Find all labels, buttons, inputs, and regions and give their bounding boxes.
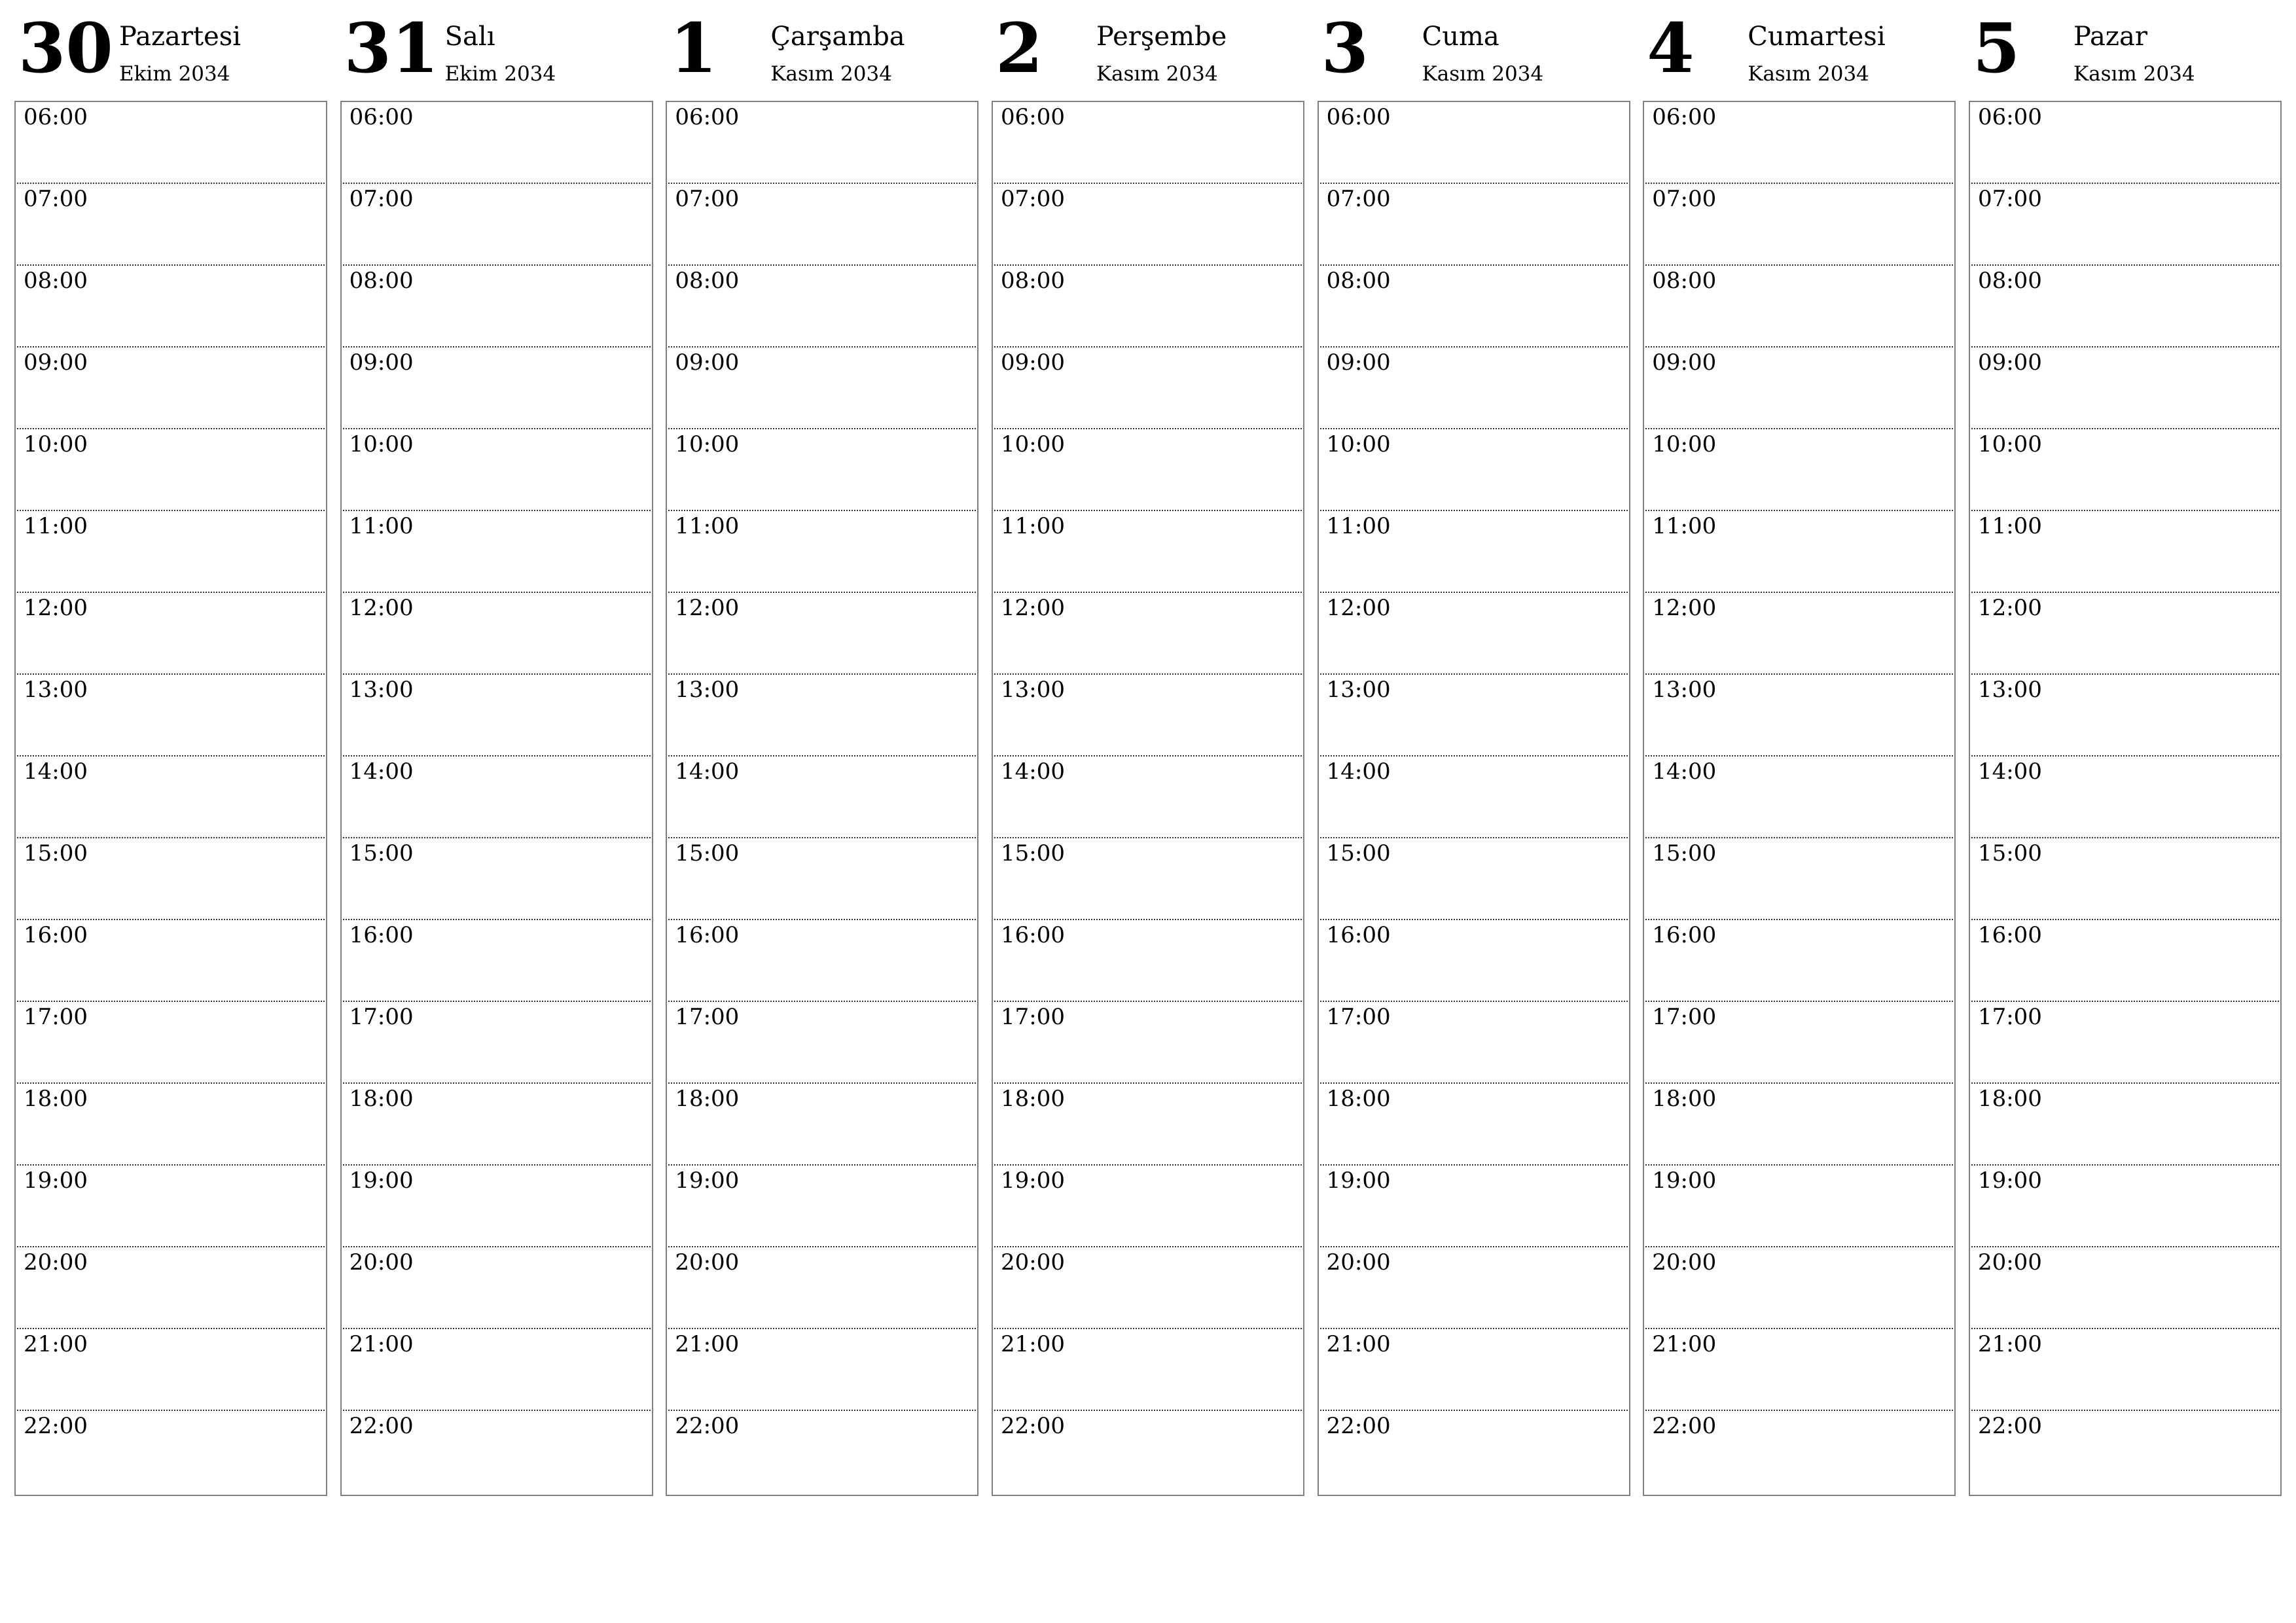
time-slot[interactable] [17,1411,325,1493]
time-slot-label: 17:00 [1326,1004,1391,1030]
time-slot[interactable] [343,1002,651,1084]
time-slot-label: 06:00 [1000,104,1065,130]
day-time-grid [992,101,1304,1496]
time-slot[interactable] [1971,511,2279,593]
day-month-year: Kasım 2034 [770,62,892,86]
time-slot-label: 07:00 [1000,186,1065,212]
time-slot[interactable] [1971,348,2279,429]
time-slot-label: 16:00 [1000,922,1065,948]
time-slot-label: 19:00 [1000,1168,1065,1194]
time-slot[interactable] [1320,102,1628,184]
day-name: Pazar [2073,22,2147,52]
time-slot-label: 22:00 [24,1413,88,1439]
time-slot-label: 09:00 [1977,349,2042,376]
time-slot-label: 21:00 [1000,1331,1065,1357]
day-column-3 [992,0,1304,1499]
time-slot-label: 17:00 [675,1004,740,1030]
time-slot-label: 16:00 [1326,922,1391,948]
time-slot[interactable] [994,1411,1302,1493]
time-slot[interactable] [994,838,1302,920]
time-slot-label: 08:00 [24,268,88,294]
time-slot-label: 17:00 [24,1004,88,1030]
time-slot-label: 19:00 [675,1168,740,1194]
time-slot-label: 20:00 [349,1249,414,1275]
time-slot[interactable] [1645,838,1953,920]
time-slot-label: 18:00 [1652,1086,1717,1112]
time-slot[interactable] [17,1329,325,1411]
time-slot[interactable] [668,1329,976,1411]
time-slot[interactable] [17,1166,325,1247]
time-slot[interactable] [1645,102,1953,184]
time-slot-label: 13:00 [1000,677,1065,703]
time-slot[interactable] [1320,920,1628,1002]
time-slot[interactable] [668,511,976,593]
time-slot[interactable] [343,675,651,757]
time-slot[interactable] [17,429,325,511]
time-slot-label: 14:00 [1652,758,1717,785]
time-slot-label: 18:00 [1326,1086,1391,1112]
time-slot-label: 10:00 [1977,431,2042,457]
time-slot[interactable] [994,184,1302,266]
time-slot[interactable] [1645,675,1953,757]
time-slot-label: 22:00 [1977,1413,2042,1439]
day-time-grid [1969,101,2282,1496]
day-number: 4 [1647,8,1695,88]
time-slot[interactable] [1971,757,2279,838]
time-slot[interactable] [668,1166,976,1247]
time-slot-label: 10:00 [24,431,88,457]
time-slot[interactable] [1971,1002,2279,1084]
time-slot[interactable] [1645,1166,1953,1247]
day-column-1 [340,0,653,1499]
time-slot[interactable] [343,429,651,511]
day-time-grid [666,101,978,1496]
time-slot[interactable] [1971,184,2279,266]
time-slot-label: 06:00 [1977,104,2042,130]
time-slot[interactable] [1320,348,1628,429]
time-slot[interactable] [17,838,325,920]
day-number: 3 [1321,8,1369,88]
time-slot[interactable] [343,1329,651,1411]
time-slot-label: 20:00 [1000,1249,1065,1275]
time-slot-label: 11:00 [1000,513,1065,539]
time-slot[interactable] [1645,1084,1953,1166]
time-slot-label: 07:00 [349,186,414,212]
time-slot-label: 19:00 [349,1168,414,1194]
time-slot-label: 20:00 [675,1249,740,1275]
time-slot-label: 06:00 [349,104,414,130]
time-slot-label: 06:00 [1326,104,1391,130]
time-slot-label: 21:00 [349,1331,414,1357]
weekly-planner [14,0,2282,1499]
day-header [340,0,653,98]
time-slot-label: 09:00 [1326,349,1391,376]
day-number: 31 [344,8,439,88]
time-slot-label: 12:00 [1326,595,1391,621]
time-slot[interactable] [1320,1084,1628,1166]
time-slot[interactable] [668,184,976,266]
time-slot-label: 21:00 [1977,1331,2042,1357]
time-slot-label: 15:00 [1652,840,1717,866]
time-slot[interactable] [668,675,976,757]
time-slot-label: 08:00 [349,268,414,294]
time-slot[interactable] [17,920,325,1002]
time-slot-label: 22:00 [1652,1413,1717,1439]
time-slot[interactable] [343,1166,651,1247]
time-slot[interactable] [17,511,325,593]
time-slot-label: 16:00 [1652,922,1717,948]
day-header [1318,0,1630,98]
time-slot[interactable] [17,348,325,429]
time-slot-label: 14:00 [349,758,414,785]
time-slot-label: 07:00 [1652,186,1717,212]
time-slot[interactable] [1320,1166,1628,1247]
day-header [1643,0,1956,98]
time-slot[interactable] [1971,593,2279,675]
time-slot-label: 16:00 [24,922,88,948]
time-slot-label: 21:00 [1326,1331,1391,1357]
time-slot[interactable] [1320,1411,1628,1493]
time-slot[interactable] [1971,838,2279,920]
time-slot[interactable] [17,675,325,757]
time-slot[interactable] [1971,1166,2279,1247]
time-slot-label: 19:00 [1977,1168,2042,1194]
day-month-year: Kasım 2034 [1096,62,1218,86]
time-slot-label: 06:00 [675,104,740,130]
time-slot[interactable] [343,348,651,429]
time-slot[interactable] [17,1247,325,1329]
day-time-grid [1643,101,1956,1496]
time-slot[interactable] [343,1411,651,1493]
time-slot-label: 22:00 [349,1413,414,1439]
time-slot[interactable] [994,429,1302,511]
time-slot-label: 09:00 [675,349,740,376]
time-slot-label: 15:00 [1000,840,1065,866]
time-slot-label: 22:00 [1000,1413,1065,1439]
day-month-year: Kasım 2034 [1422,62,1544,86]
day-number: 2 [995,8,1043,88]
day-time-grid [1318,101,1630,1496]
time-slot[interactable] [1645,920,1953,1002]
time-slot[interactable] [668,102,976,184]
time-slot[interactable] [668,593,976,675]
time-slot[interactable] [1320,1329,1628,1411]
time-slot-label: 14:00 [1000,758,1065,785]
time-slot-label: 15:00 [24,840,88,866]
time-slot[interactable] [1320,1002,1628,1084]
time-slot[interactable] [17,266,325,348]
time-slot[interactable] [343,266,651,348]
time-slot[interactable] [343,511,651,593]
time-slot[interactable] [994,1247,1302,1329]
day-name: Cumartesi [1748,22,1886,52]
time-slot[interactable] [1320,593,1628,675]
time-slot-label: 16:00 [349,922,414,948]
time-slot[interactable] [1971,675,2279,757]
time-slot[interactable] [994,675,1302,757]
time-slot[interactable] [1320,184,1628,266]
time-slot[interactable] [17,757,325,838]
time-slot[interactable] [1971,429,2279,511]
time-slot[interactable] [343,1084,651,1166]
time-slot-label: 14:00 [24,758,88,785]
time-slot[interactable] [994,593,1302,675]
time-slot[interactable] [1971,266,2279,348]
time-slot[interactable] [668,838,976,920]
time-slot[interactable] [1971,920,2279,1002]
time-slot[interactable] [1645,1329,1953,1411]
time-slot[interactable] [994,266,1302,348]
day-column-4 [1318,0,1630,1499]
time-slot-label: 08:00 [675,268,740,294]
day-time-grid [340,101,653,1496]
time-slot[interactable] [994,1166,1302,1247]
day-header [666,0,978,98]
time-slot-label: 13:00 [349,677,414,703]
time-slot[interactable] [1320,1247,1628,1329]
time-slot[interactable] [668,757,976,838]
time-slot-label: 19:00 [1652,1168,1717,1194]
time-slot-label: 20:00 [24,1249,88,1275]
time-slot-label: 16:00 [675,922,740,948]
day-column-0 [14,0,327,1499]
time-slot[interactable] [994,511,1302,593]
time-slot-label: 21:00 [24,1331,88,1357]
time-slot-label: 11:00 [349,513,414,539]
time-slot-label: 07:00 [675,186,740,212]
day-month-year: Ekim 2034 [119,62,230,86]
time-slot-label: 10:00 [1652,431,1717,457]
day-month-year: Kasım 2034 [1748,62,1869,86]
day-number: 5 [1972,8,2020,88]
time-slot[interactable] [17,1002,325,1084]
time-slot[interactable] [17,184,325,266]
time-slot[interactable] [668,1411,976,1493]
time-slot-label: 08:00 [1000,268,1065,294]
time-slot-label: 18:00 [1000,1086,1065,1112]
time-slot[interactable] [1971,1411,2279,1493]
time-slot-label: 15:00 [1977,840,2042,866]
day-name: Cuma [1422,22,1499,52]
time-slot-label: 15:00 [1326,840,1391,866]
time-slot-label: 10:00 [1326,431,1391,457]
day-month-year: Ekim 2034 [444,62,556,86]
time-slot-label: 17:00 [349,1004,414,1030]
day-name: Perşembe [1096,22,1227,52]
time-slot-label: 13:00 [1652,677,1717,703]
time-slot-label: 15:00 [675,840,740,866]
time-slot-label: 18:00 [1977,1086,2042,1112]
time-slot-label: 20:00 [1652,1249,1717,1275]
time-slot-label: 13:00 [1326,677,1391,703]
time-slot[interactable] [343,838,651,920]
time-slot-label: 19:00 [1326,1168,1391,1194]
time-slot[interactable] [994,1002,1302,1084]
time-slot-label: 18:00 [24,1086,88,1112]
time-slot-label: 14:00 [675,758,740,785]
time-slot-label: 18:00 [349,1086,414,1112]
time-slot[interactable] [1971,1247,2279,1329]
time-slot-label: 12:00 [1977,595,2042,621]
time-slot-label: 09:00 [349,349,414,376]
time-slot[interactable] [17,1084,325,1166]
time-slot-label: 17:00 [1652,1004,1717,1030]
time-slot[interactable] [343,920,651,1002]
time-slot-label: 08:00 [1977,268,2042,294]
time-slot-label: 11:00 [1652,513,1717,539]
time-slot[interactable] [668,920,976,1002]
time-slot[interactable] [1645,757,1953,838]
time-slot-label: 12:00 [675,595,740,621]
time-slot[interactable] [994,102,1302,184]
time-slot[interactable] [994,348,1302,429]
time-slot-label: 21:00 [675,1331,740,1357]
time-slot-label: 11:00 [1977,513,2042,539]
time-slot[interactable] [1645,1002,1953,1084]
time-slot[interactable] [1645,593,1953,675]
time-slot-label: 10:00 [1000,431,1065,457]
time-slot-label: 12:00 [1652,595,1717,621]
time-slot[interactable] [668,429,976,511]
time-slot-label: 10:00 [349,431,414,457]
time-slot-label: 07:00 [1326,186,1391,212]
time-slot-label: 12:00 [1000,595,1065,621]
time-slot-label: 09:00 [1652,349,1717,376]
time-slot-label: 15:00 [349,840,414,866]
time-slot[interactable] [17,593,325,675]
time-slot[interactable] [668,348,976,429]
time-slot-label: 13:00 [24,677,88,703]
time-slot-label: 12:00 [349,595,414,621]
time-slot[interactable] [343,1247,651,1329]
time-slot-label: 16:00 [1977,922,2042,948]
time-slot[interactable] [668,1084,976,1166]
time-slot[interactable] [668,1002,976,1084]
time-slot-label: 13:00 [1977,677,2042,703]
time-slot-label: 08:00 [1652,268,1717,294]
time-slot[interactable] [1971,1329,2279,1411]
time-slot-label: 17:00 [1000,1004,1065,1030]
day-header [14,0,327,98]
time-slot[interactable] [1645,511,1953,593]
time-slot[interactable] [994,920,1302,1002]
day-name: Salı [444,22,495,52]
day-column-5 [1643,0,1956,1499]
time-slot-label: 10:00 [675,431,740,457]
time-slot[interactable] [1320,511,1628,593]
time-slot-label: 07:00 [1977,186,2042,212]
time-slot-label: 06:00 [24,104,88,130]
time-slot-label: 20:00 [1977,1249,2042,1275]
time-slot[interactable] [1971,1084,2279,1166]
time-slot[interactable] [1971,102,2279,184]
time-slot[interactable] [1645,348,1953,429]
time-slot[interactable] [1645,266,1953,348]
day-month-year: Kasım 2034 [2073,62,2195,86]
time-slot[interactable] [17,102,325,184]
day-column-6 [1969,0,2282,1499]
time-slot[interactable] [1320,757,1628,838]
time-slot-label: 14:00 [1977,758,2042,785]
time-slot-label: 13:00 [675,677,740,703]
time-slot-label: 20:00 [1326,1249,1391,1275]
time-slot[interactable] [1645,429,1953,511]
time-slot-label: 18:00 [675,1086,740,1112]
day-time-grid [14,101,327,1496]
day-column-2 [666,0,978,1499]
time-slot-label: 11:00 [675,513,740,539]
time-slot-label: 21:00 [1652,1331,1717,1357]
time-slot-label: 09:00 [24,349,88,376]
time-slot[interactable] [668,1247,976,1329]
time-slot[interactable] [1645,1411,1953,1493]
time-slot-label: 11:00 [24,513,88,539]
time-slot-label: 22:00 [1326,1413,1391,1439]
time-slot-label: 17:00 [1977,1004,2042,1030]
time-slot-label: 08:00 [1326,268,1391,294]
time-slot-label: 12:00 [24,595,88,621]
time-slot[interactable] [1320,838,1628,920]
day-number: 30 [18,8,113,88]
time-slot[interactable] [1320,429,1628,511]
time-slot-label: 11:00 [1326,513,1391,539]
time-slot[interactable] [1320,675,1628,757]
time-slot[interactable] [1645,1247,1953,1329]
time-slot-label: 22:00 [675,1413,740,1439]
time-slot-label: 14:00 [1326,758,1391,785]
time-slot-label: 07:00 [24,186,88,212]
time-slot[interactable] [668,266,976,348]
time-slot[interactable] [994,757,1302,838]
day-header [1969,0,2282,98]
time-slot[interactable] [994,1329,1302,1411]
time-slot-label: 19:00 [24,1168,88,1194]
time-slot-label: 06:00 [1652,104,1717,130]
time-slot[interactable] [343,757,651,838]
day-name: Çarşamba [770,22,905,52]
time-slot[interactable] [343,184,651,266]
day-name: Pazartesi [119,22,242,52]
day-number: 1 [670,8,717,88]
time-slot-label: 09:00 [1000,349,1065,376]
day-header [992,0,1304,98]
time-slot[interactable] [343,593,651,675]
time-slot[interactable] [994,1084,1302,1166]
time-slot[interactable] [1320,266,1628,348]
time-slot[interactable] [343,102,651,184]
time-slot[interactable] [1645,184,1953,266]
